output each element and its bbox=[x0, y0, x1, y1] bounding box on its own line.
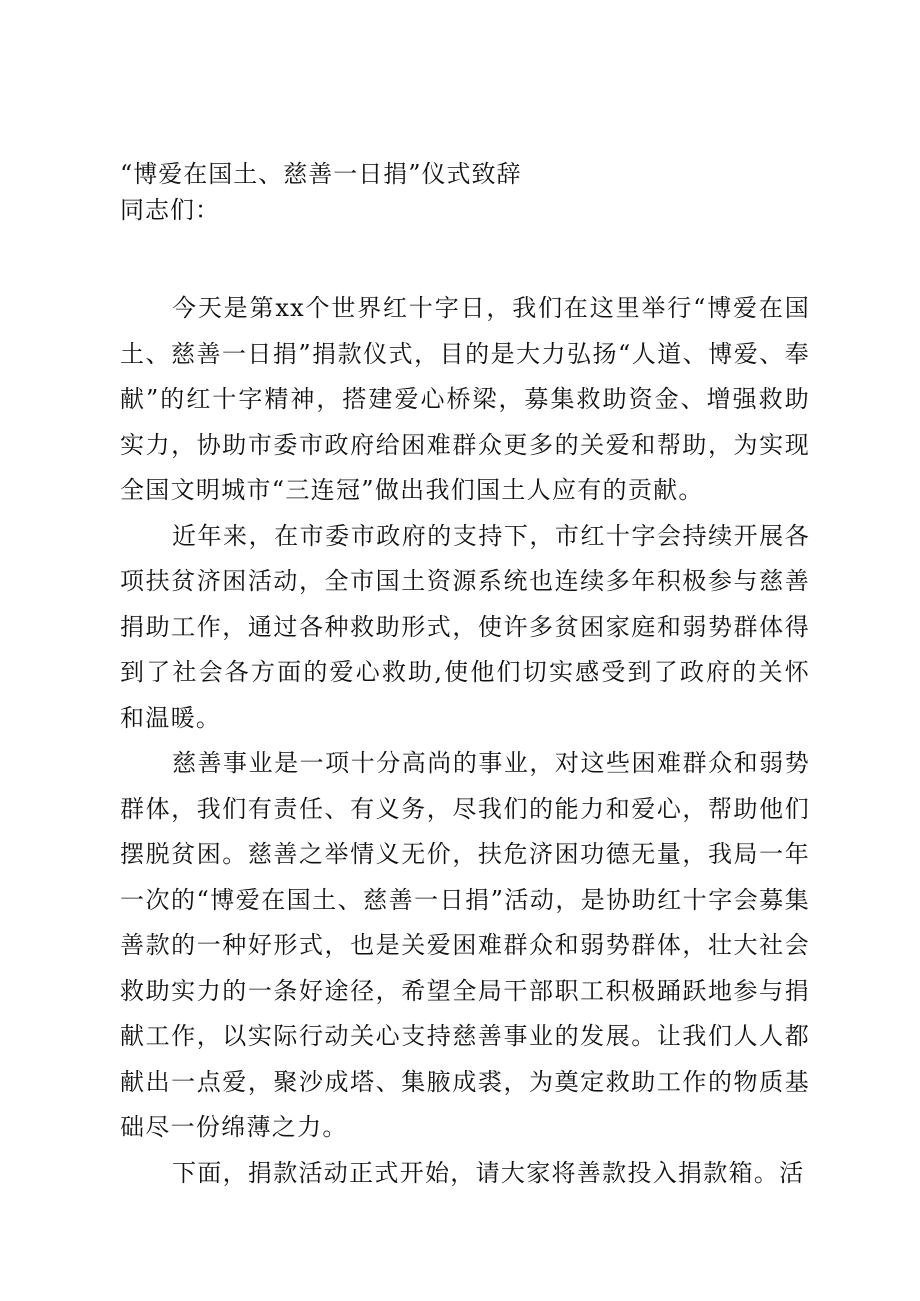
paragraph: 慈善事业是一项十分高尚的事业，对这些困难群众和弱势群体，我们有责任、有义务，尽我们的能力和爱心，帮助他们摆脱贫困。慈善之举情义无价，扶危济困功德无量，我局一年一次的“博爱在国土、慈善一日捐”活动，是协助红十字会募集善款的一种好形式，也是关爱困难群众和弱势群体，壮大社会救助实力的一条好途径，希望全局干部职工积极踊跃地参与捐献工作，以实际行动关心支持慈善事业的发展。让我们人人都献出一点爱，聚沙成塔、集腋成裘，为奠定救助工作的物质基础尽一份绵薄之力。 bbox=[120, 749, 810, 1141]
salutation: 同志们： bbox=[120, 196, 220, 224]
document-title: “博爱在国土、慈善一日捐”仪式致辞 bbox=[120, 160, 522, 188]
document-body bbox=[120, 286, 810, 1196]
paragraph: 今天是第xx个世界红十字日，我们在这里举行“博爱在国土、慈善一日捐”捐款仪式，目的是大力弘扬“人道、博爱、奉献”的红十字精神，搭建爱心桥梁，募集救助资金、增强救助实力，协助市委市政府给困难群众更多的关爱和帮助，为实现全国文明城市“三连冠”做出我们国土人应有的贡献。 bbox=[120, 294, 810, 504]
paragraph: 近年来，在市委市政府的支持下，市红十字会持续开展各项扶贫济困活动，全市国土资源系统也连续多年积极参与慈善捐助工作，通过各种救助形式，使许多贫困家庭和弱势群体得到了社会各方面的爱心救助,使他们切实感受到了政府的关怀和温暖。 bbox=[120, 521, 810, 732]
paragraph: 下面，捐款活动正式开始，请大家将善款投入捐款箱。活 bbox=[172, 1158, 805, 1187]
